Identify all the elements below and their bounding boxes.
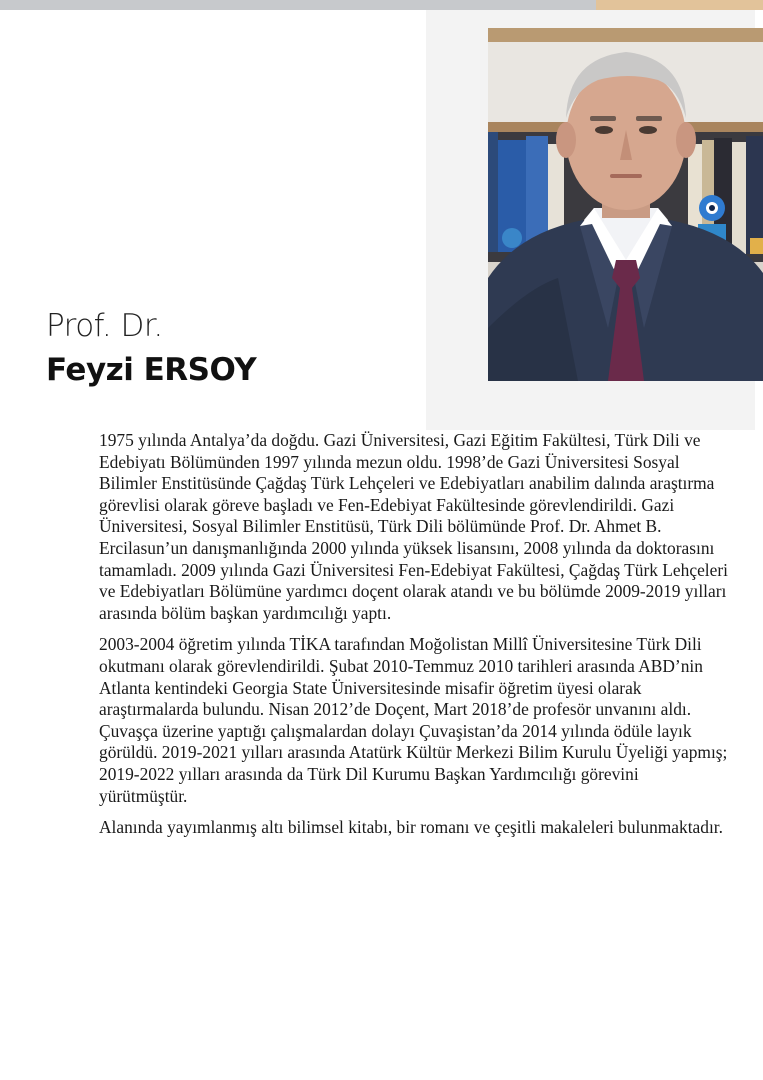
portrait-photo [488,28,763,381]
top-accent-bar-gold [596,0,763,10]
name-block [46,306,256,390]
bio-paragraph: Alanında yayımlanmış altı bilimsel kitabı, bir romanı ve çeşitli makaleleri bulunmaktadır. [99,817,723,838]
biography [99,430,729,849]
academic-title: Prof. Dr. [46,308,163,344]
bio-paragraph: 1975 yılında Antalya’da doğdu. Gazi Üniversitesi, Gazi Eğitim Fakültesi, Türk Dili ve Edebiyatı Bölümünden 1997 yılında mezun oldu. 1998’de Gazi Üniversitesi Sosyal Bilimler Enstitüsünde Çağdaş Türk Lehçeleri ve Edebiyatları anabilim dalında araştırma görevlisi olarak göreve başladı ve Fen-Edebiyat Fakültesinde görevlendirildi. Gazi Üniversitesi, Sosyal Bilimler Enstitüsü, Türk Dili bölümünde Prof. Dr. Ahmet B. Ercilasun’un danışmanlığında 2000 yılında yüksek lisansını, 2008 yılında da doktorasını tamamladı. 2009 yılında Gazi Üniversitesi Fen-Edebiyat Fakültesi, Çağdaş Türk Lehçeleri ve Edebiyatları Bölümüne yardımcı doçent olarak atandı ve bu bölümde 2009-2019 yılları arasında bölüm başkan yardımcılığı yaptı. [99,430,728,623]
top-accent-bar-gray [0,0,596,10]
portrait-illustration [488,28,763,381]
bio-paragraph: 2003-2004 öğretim yılında TİKA tarafından Moğolistan Millî Üniversitesine Türk Dili okutmanı olarak görevlendirildi. Şubat 2010-Temmuz 2010 tarihleri arasında ABD’nin Atlanta kentindeki Georgia State Üniversitesinde misafir öğretim üyesi olarak araştırmalarda bulundu. Nisan 2012’de Doçent, Mart 2018’de profesör unvanını aldı. Çuvaşça üzerine yaptığı çalışmalardan dolayı Çuvaşistan’da 2014 yılında ödüle layık görüldü. 2019-2021 yılları arasında Atatürk Kültür Merkezi Bilim Kurulu Üyeliği yapmış; 2019-2022 yılları arasında da Türk Dil Kurumu Başkan Yardımcılığı görevini yürütmüştür. [99,634,728,806]
person-name: Feyzi ERSOY [46,352,257,388]
